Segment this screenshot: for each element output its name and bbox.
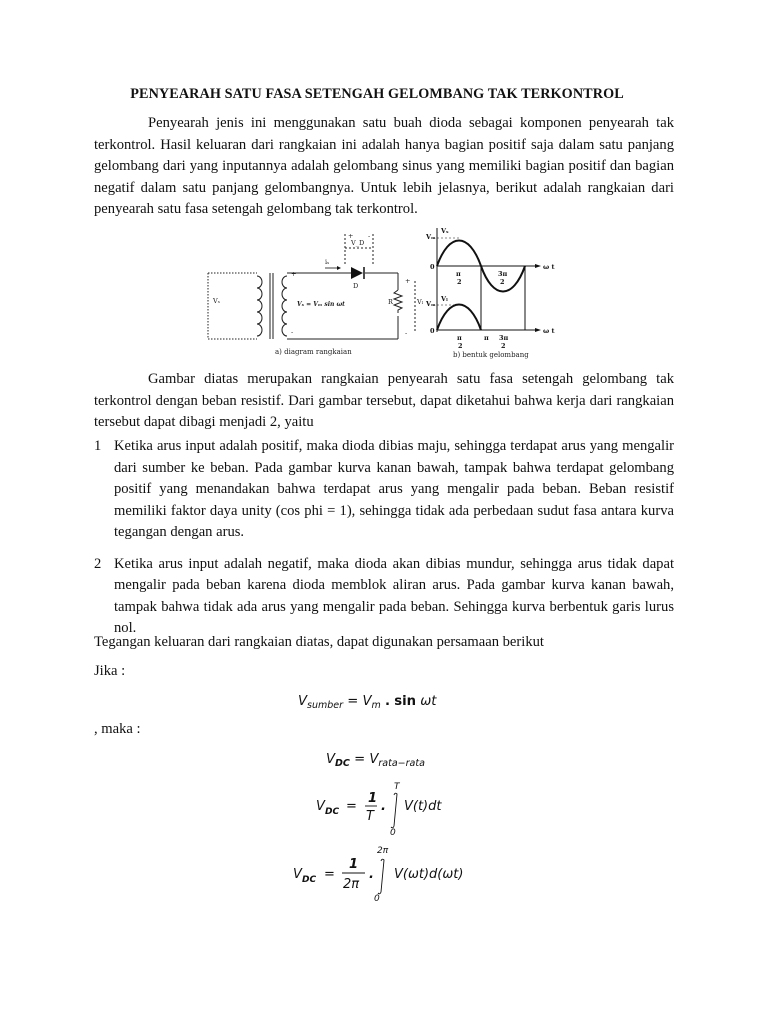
eq3-numerator: 1: [368, 791, 378, 806]
source-equation: Vₛ = Vₘ sin ωt: [297, 301, 345, 308]
list-item-number: 2: [94, 555, 102, 572]
vd-label: V_D: [351, 239, 365, 247]
eq2-lhs-sub: DC: [335, 758, 350, 769]
bottom-origin: 0: [430, 327, 435, 335]
list-item-number: 1: [94, 438, 102, 454]
r-label: R: [388, 298, 393, 306]
eq3-integrand: V(t)dt: [404, 799, 442, 814]
circuit-diagram: [208, 234, 415, 339]
eq3-lower-limit: 0: [390, 828, 396, 838]
top-axis-label: ω t: [543, 263, 555, 271]
bottom-axis-label: ω t: [543, 327, 555, 335]
equation-vdc-average: [326, 752, 425, 769]
bottom-tick-pi-full: π: [484, 334, 489, 342]
eq4-lower-limit: 0: [374, 894, 380, 904]
eq3-lhs-sub: DC: [325, 807, 340, 817]
vl-plus: +: [405, 277, 411, 285]
eq4-integral-icon: [378, 859, 384, 894]
equation-source-voltage: [298, 694, 436, 711]
transformer-secondary: [282, 276, 287, 336]
eq1-arg: ωt: [420, 694, 437, 709]
eq4-numerator: 1: [349, 857, 359, 872]
vl-label: Vₗ: [417, 298, 424, 306]
circuit-figure: [205, 226, 555, 362]
eq1-rhs-sub: m: [371, 700, 381, 711]
plus-top: +: [291, 270, 297, 278]
bottom-tick-3pi-den: 2: [501, 342, 506, 350]
eq2-equals: =: [354, 752, 366, 767]
page-title: PENYEARAH SATU FASA SETENGAH GELOMBANG TAK TERKONTROL: [130, 86, 624, 102]
eq3-integral-icon: [391, 793, 397, 828]
eq2-rhs: V: [369, 752, 379, 767]
eq4-lhs: V: [293, 867, 302, 882]
eq3-upper-limit: T: [394, 782, 400, 792]
figure-svg: [205, 226, 555, 362]
bottom-tick-pi: π: [457, 334, 462, 342]
vd-plus: +: [348, 232, 354, 240]
top-vs-label: Vₛ: [441, 227, 449, 235]
list-item-text: Ketika arus input adalah positif, maka dioda dibias maju, sehingga terdapat arus yang mengalir dari sumber ke beban. Pada gambar kurva kanan bawah, tampak bahwa terdapat gelombang positif yang menandakan bahwa terdapat arus yang mengalir pada beban. Beban resistif memiliki faktor daya unity (cos phi = 1), sehingga tidak ada perbedaan sudut fasa antara kurva tegangan dengan arus.: [114, 438, 674, 540]
caption-a: a) diagram rangkaian: [275, 348, 352, 356]
is-label: iₛ: [325, 258, 330, 266]
jika-label: Jika :: [94, 663, 126, 679]
eq3-dot: .: [381, 799, 386, 814]
caption-b: b) bentuk gelombang: [453, 351, 529, 359]
top-vm-label: Vₘ: [426, 233, 436, 241]
bottom-vm-label: Vₘ: [426, 300, 436, 308]
vl-minus: -: [405, 329, 408, 337]
eq3-equals: =: [346, 799, 357, 814]
top-tick-3pi: 3π: [498, 270, 508, 278]
current-arrow-head: [337, 266, 341, 270]
eq4-dot: .: [369, 867, 374, 882]
explanation-paragraph: Gambar diatas merupakan rangkaian penyearah satu fasa setengah gelombang tak terkontrol dengan beban resistif. Dari gambar tersebut, dapat diketahui bahwa kerja dari rangkaian tersebut dapat dibagi menjadi 2, yaitu: [94, 371, 674, 430]
equation-vdc-integral-2pi: [293, 843, 493, 903]
list-item: [94, 436, 674, 544]
eq4-equals: =: [324, 867, 335, 882]
bottom-x-arrow: [535, 328, 541, 332]
top-x-arrow: [535, 264, 541, 268]
eq1-sin: sin: [394, 694, 416, 709]
eq4-lhs-sub: DC: [302, 875, 317, 885]
list-item: [94, 554, 674, 640]
list-item-text: Ketika arus input adalah negatif, maka dioda akan dibias mundur, sehingga arus tidak dapat mengalir pada beban karena dioda memblok aliran arus. Pada gambar kurva kanan bawah, tampak bahwa tidak ada arus yang mengalir pada beban. Sehingga kurva berbentuk garis lurus nol.: [114, 555, 674, 636]
vd-minus: -: [368, 232, 371, 240]
bottom-tick-pi-den: 2: [458, 342, 463, 350]
eq1-lhs: V: [298, 694, 308, 709]
bottom-vl-label: Vₗ: [441, 295, 448, 303]
eq4-denominator: 2π: [343, 877, 360, 892]
top-tick-pi: π: [456, 270, 461, 278]
top-tick-pi-den: 2: [457, 278, 462, 286]
diode-icon: [351, 267, 363, 279]
resistor: [394, 290, 402, 313]
eq3-lhs: V: [316, 799, 325, 814]
eq1-lhs-sub: sumber: [307, 700, 344, 711]
eq1-equals: =: [347, 694, 359, 709]
vs-label: Vₛ: [213, 297, 220, 305]
eq2-rhs-sub: rata−rata: [378, 758, 425, 769]
top-tick-3pi-den: 2: [500, 278, 505, 286]
transformer-primary: [257, 276, 262, 336]
eq3-denominator: T: [366, 809, 374, 824]
bottom-half-wave: [437, 305, 481, 331]
top-origin: 0: [430, 263, 435, 271]
minus-bottom: -: [291, 328, 294, 336]
eq1-rhs: V: [362, 694, 372, 709]
numbered-list: [94, 436, 674, 650]
maka-label: , maka :: [94, 721, 141, 737]
eq4-upper-limit: 2π: [377, 846, 389, 856]
diode-label: D: [353, 282, 359, 290]
waveform-plot: [437, 228, 541, 332]
equation-vdc-integral-t: [316, 779, 476, 837]
intro-paragraph: Penyearah jenis ini menggunakan satu buah dioda sebagai komponen penyearah tak terkontrol. Hasil keluaran dari rangkaian ini adalah hanya bagian positif saja dalam satu panjang gelombang dari yang inputannya adalah gelombang sinus yang memiliki bagian positif dan bagian negatif dalam satu panjang gelombangnya. Untuk lebih jelasnya, berikut adalah rangkaian dari penyearah satu fasa setengah gelombang tak terkontrol.: [94, 115, 674, 217]
equation-intro: Tegangan keluaran dari rangkaian diatas, dapat digunakan persamaan berikut: [94, 634, 544, 650]
eq4-integrand: V(ωt)d(ωt): [394, 867, 464, 882]
bottom-tick-3pi: 3π: [499, 334, 509, 342]
eq2-lhs: V: [326, 752, 336, 767]
eq1-dot: .: [385, 694, 391, 709]
